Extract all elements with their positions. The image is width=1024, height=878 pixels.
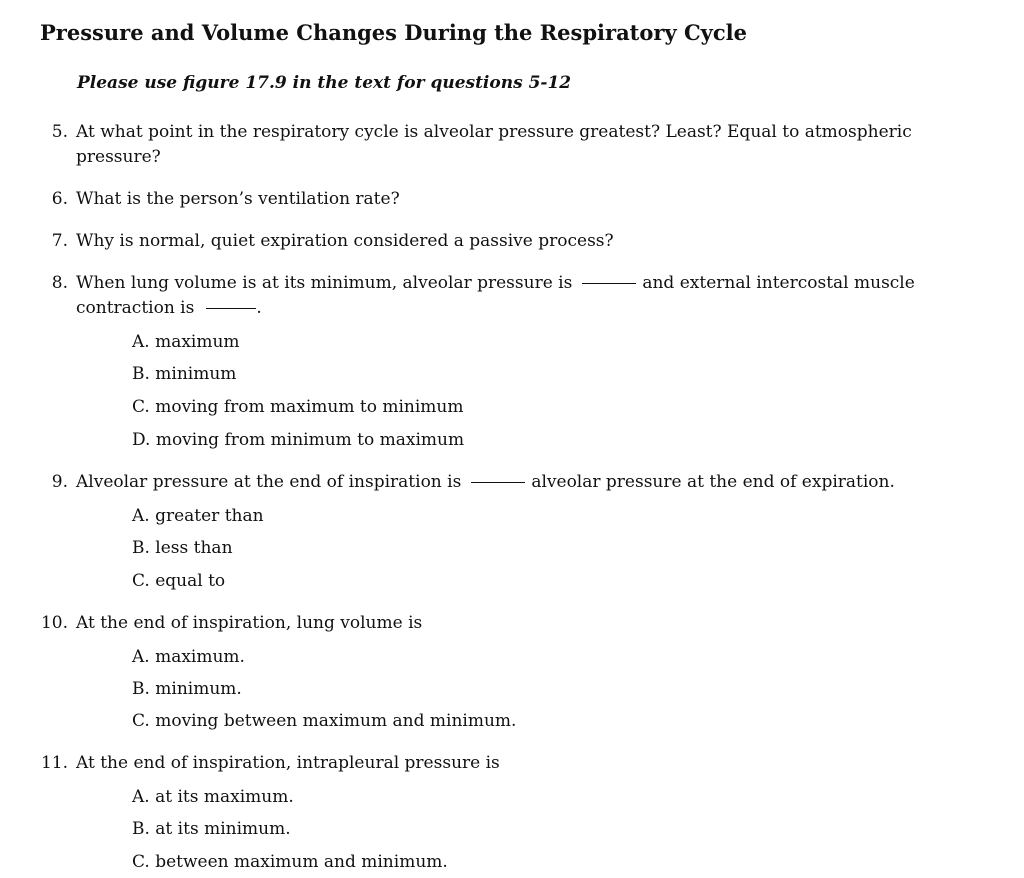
question-text: At the end of inspiration, intrapleural pressure is: [76, 753, 500, 773]
question-text: Alveolar pressure at the end of inspiration is: [76, 472, 462, 492]
question-text: At the end of inspiration, lung volume is: [76, 613, 423, 633]
answer-option: C. moving from maximum to minimum: [132, 397, 464, 417]
question-text: .: [256, 298, 262, 318]
question-8: [51, 271, 915, 296]
answer-option: C. between maximum and minimum.: [132, 852, 448, 872]
question-11: [40, 751, 500, 776]
question-5: [51, 120, 912, 145]
question-text: What is the person’s ventilation rate?: [76, 189, 400, 209]
answer-option: B. less than: [132, 538, 233, 558]
answer-option: A. at its maximum.: [132, 787, 294, 807]
answer-blank: [471, 482, 525, 483]
question-text: contraction is: [76, 298, 195, 318]
question-text: and external intercostal muscle: [642, 273, 915, 293]
answer-option: A. maximum: [132, 332, 240, 352]
question-text: alveolar pressure at the end of expiration.: [531, 472, 895, 492]
answer-option: A. maximum.: [132, 647, 245, 667]
answer-option: B. at its minimum.: [132, 819, 291, 839]
question-7: [51, 229, 614, 254]
answer-option: B. minimum: [132, 364, 237, 384]
question-number: 7.: [51, 231, 68, 251]
answer-option: B. minimum.: [132, 679, 242, 699]
question-text: When lung volume is at its minimum, alveolar pressure is: [76, 273, 573, 293]
question-8-continuation: [76, 296, 262, 321]
page-title: Pressure and Volume Changes During the Respiratory Cycle: [40, 20, 747, 45]
question-number: 9.: [51, 472, 68, 492]
answer-option: A. greater than: [132, 506, 264, 526]
question-text: At what point in the respiratory cycle is alveolar pressure greatest? Least? Equal to atmospheric: [76, 122, 912, 142]
answer-option: C. equal to: [132, 571, 226, 591]
question-6: [51, 187, 400, 212]
question-number: 5.: [51, 122, 68, 142]
question-number: 10.: [40, 613, 68, 633]
question-9: [51, 470, 895, 495]
question-5-continuation: [76, 145, 161, 170]
instruction-text: Please use figure 17.9 in the text for questions 5-12: [77, 73, 572, 93]
question-text: pressure?: [76, 147, 161, 167]
answer-blank: [582, 283, 636, 284]
question-number: 11.: [40, 753, 68, 773]
question-text: Why is normal, quiet expiration considered a passive process?: [76, 231, 614, 251]
answer-option: C. moving between maximum and minimum.: [132, 711, 517, 731]
answer-option: D. moving from minimum to maximum: [132, 430, 465, 450]
answer-blank: [206, 308, 256, 309]
question-10: [40, 611, 423, 636]
question-number: 8.: [51, 273, 68, 293]
question-number: 6.: [51, 189, 68, 209]
